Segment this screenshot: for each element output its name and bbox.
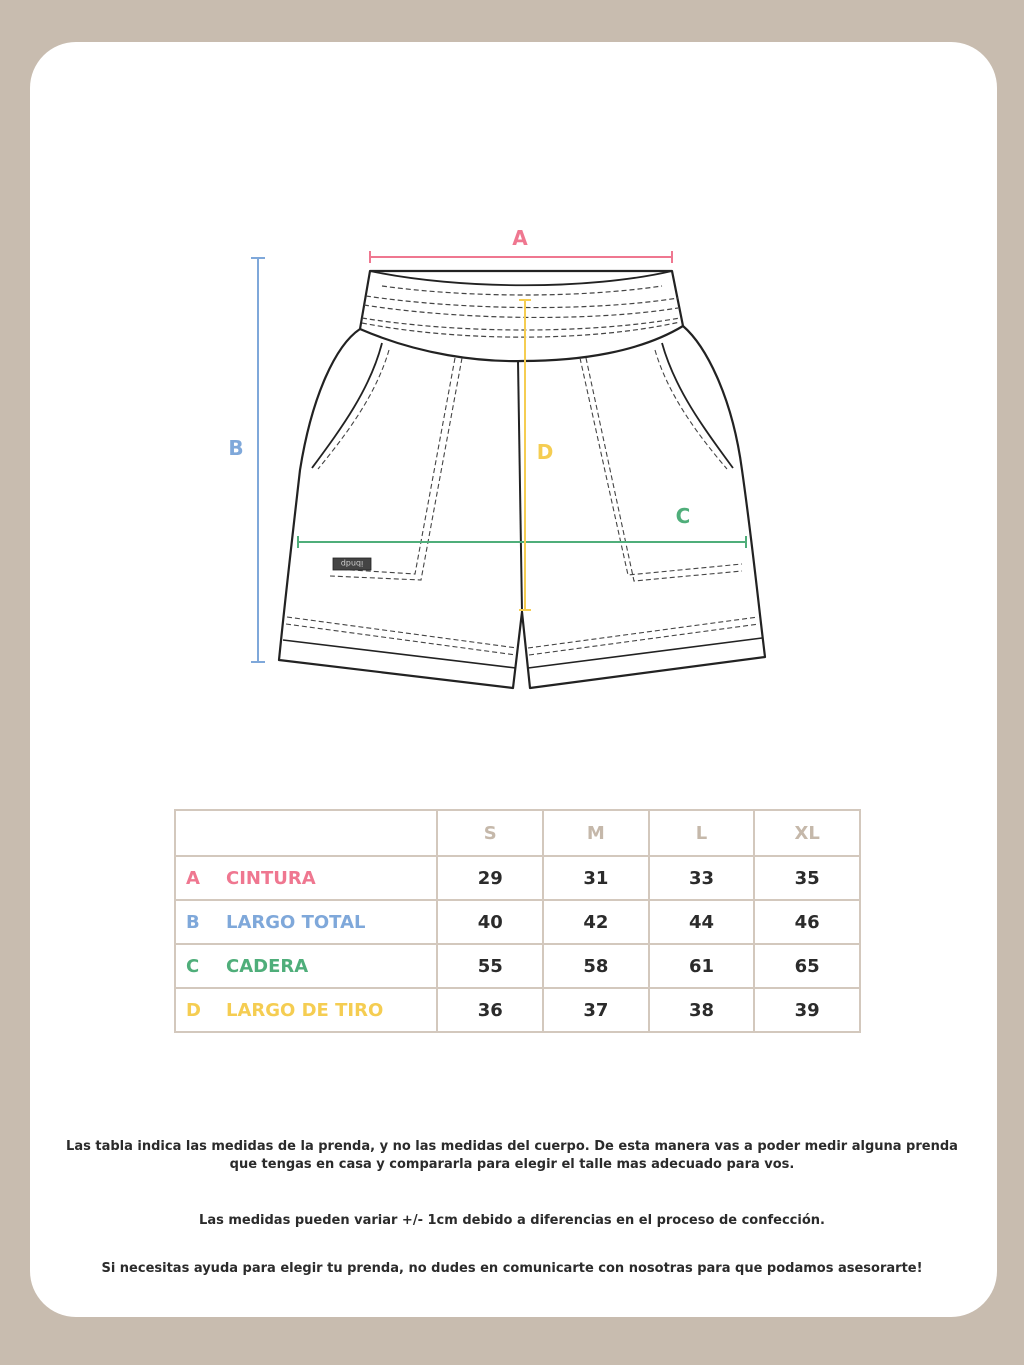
- table-cell: 39: [754, 988, 860, 1032]
- brand-tag-text: ibndp: [340, 559, 364, 568]
- row-name: CINTURA: [226, 867, 316, 889]
- note-help: Si necesitas ayuda para elegir tu prenda, no dudes en comunicarte con nosotras para que podamos asesorarte!: [101, 1261, 923, 1276]
- table-row: [175, 900, 860, 944]
- table-cell: 40: [437, 900, 543, 944]
- row-label: [175, 944, 437, 988]
- table-cell: 37: [543, 988, 649, 1032]
- table-cell: 46: [754, 900, 860, 944]
- table-cell: 36: [437, 988, 543, 1032]
- table-cell: 33: [649, 856, 755, 900]
- table-cell: 31: [543, 856, 649, 900]
- header-empty: [175, 810, 437, 856]
- table-row: [175, 988, 860, 1032]
- table-row: [175, 856, 860, 900]
- table-cell: 42: [543, 900, 649, 944]
- header-size: L: [649, 810, 755, 856]
- size-table: [174, 809, 861, 1033]
- row-label: [175, 856, 437, 900]
- row-letter: D: [186, 999, 201, 1021]
- row-name: LARGO DE TIRO: [226, 999, 384, 1021]
- row-letter: C: [186, 955, 200, 977]
- table-cell: 58: [543, 944, 649, 988]
- table-row: [175, 944, 860, 988]
- row-letter: B: [186, 911, 200, 933]
- row-letter: A: [186, 867, 200, 889]
- label-d: D: [536, 440, 554, 464]
- row-name: LARGO TOTAL: [226, 911, 366, 933]
- header-size: M: [543, 810, 649, 856]
- table-cell: 61: [649, 944, 755, 988]
- table-header-row: [175, 810, 860, 856]
- row-label: [175, 900, 437, 944]
- label-c: C: [675, 504, 691, 528]
- header-size: XL: [754, 810, 860, 856]
- table-cell: 65: [754, 944, 860, 988]
- measure-a: [370, 251, 672, 263]
- table-cell: 55: [437, 944, 543, 988]
- label-a: A: [512, 226, 528, 250]
- table-cell: 35: [754, 856, 860, 900]
- header-size: S: [437, 810, 543, 856]
- measure-b: [251, 258, 265, 662]
- table-cell: 44: [649, 900, 755, 944]
- table-cell: 38: [649, 988, 755, 1032]
- note-measurements-1: Las tabla indica las medidas de la prenda, y no las medidas del cuerpo. De esta manera vas a poder medir alguna prenda: [66, 1139, 958, 1154]
- table-cell: 29: [437, 856, 543, 900]
- note-measurements-2: que tengas en casa y compararla para elegir el talle mas adecuado para vos.: [229, 1157, 795, 1172]
- label-b: B: [228, 436, 244, 460]
- row-label: [175, 988, 437, 1032]
- row-name: CADERA: [226, 955, 309, 977]
- note-variation: Las medidas pueden variar +/- 1cm debido a diferencias en el proceso de confección.: [199, 1213, 825, 1228]
